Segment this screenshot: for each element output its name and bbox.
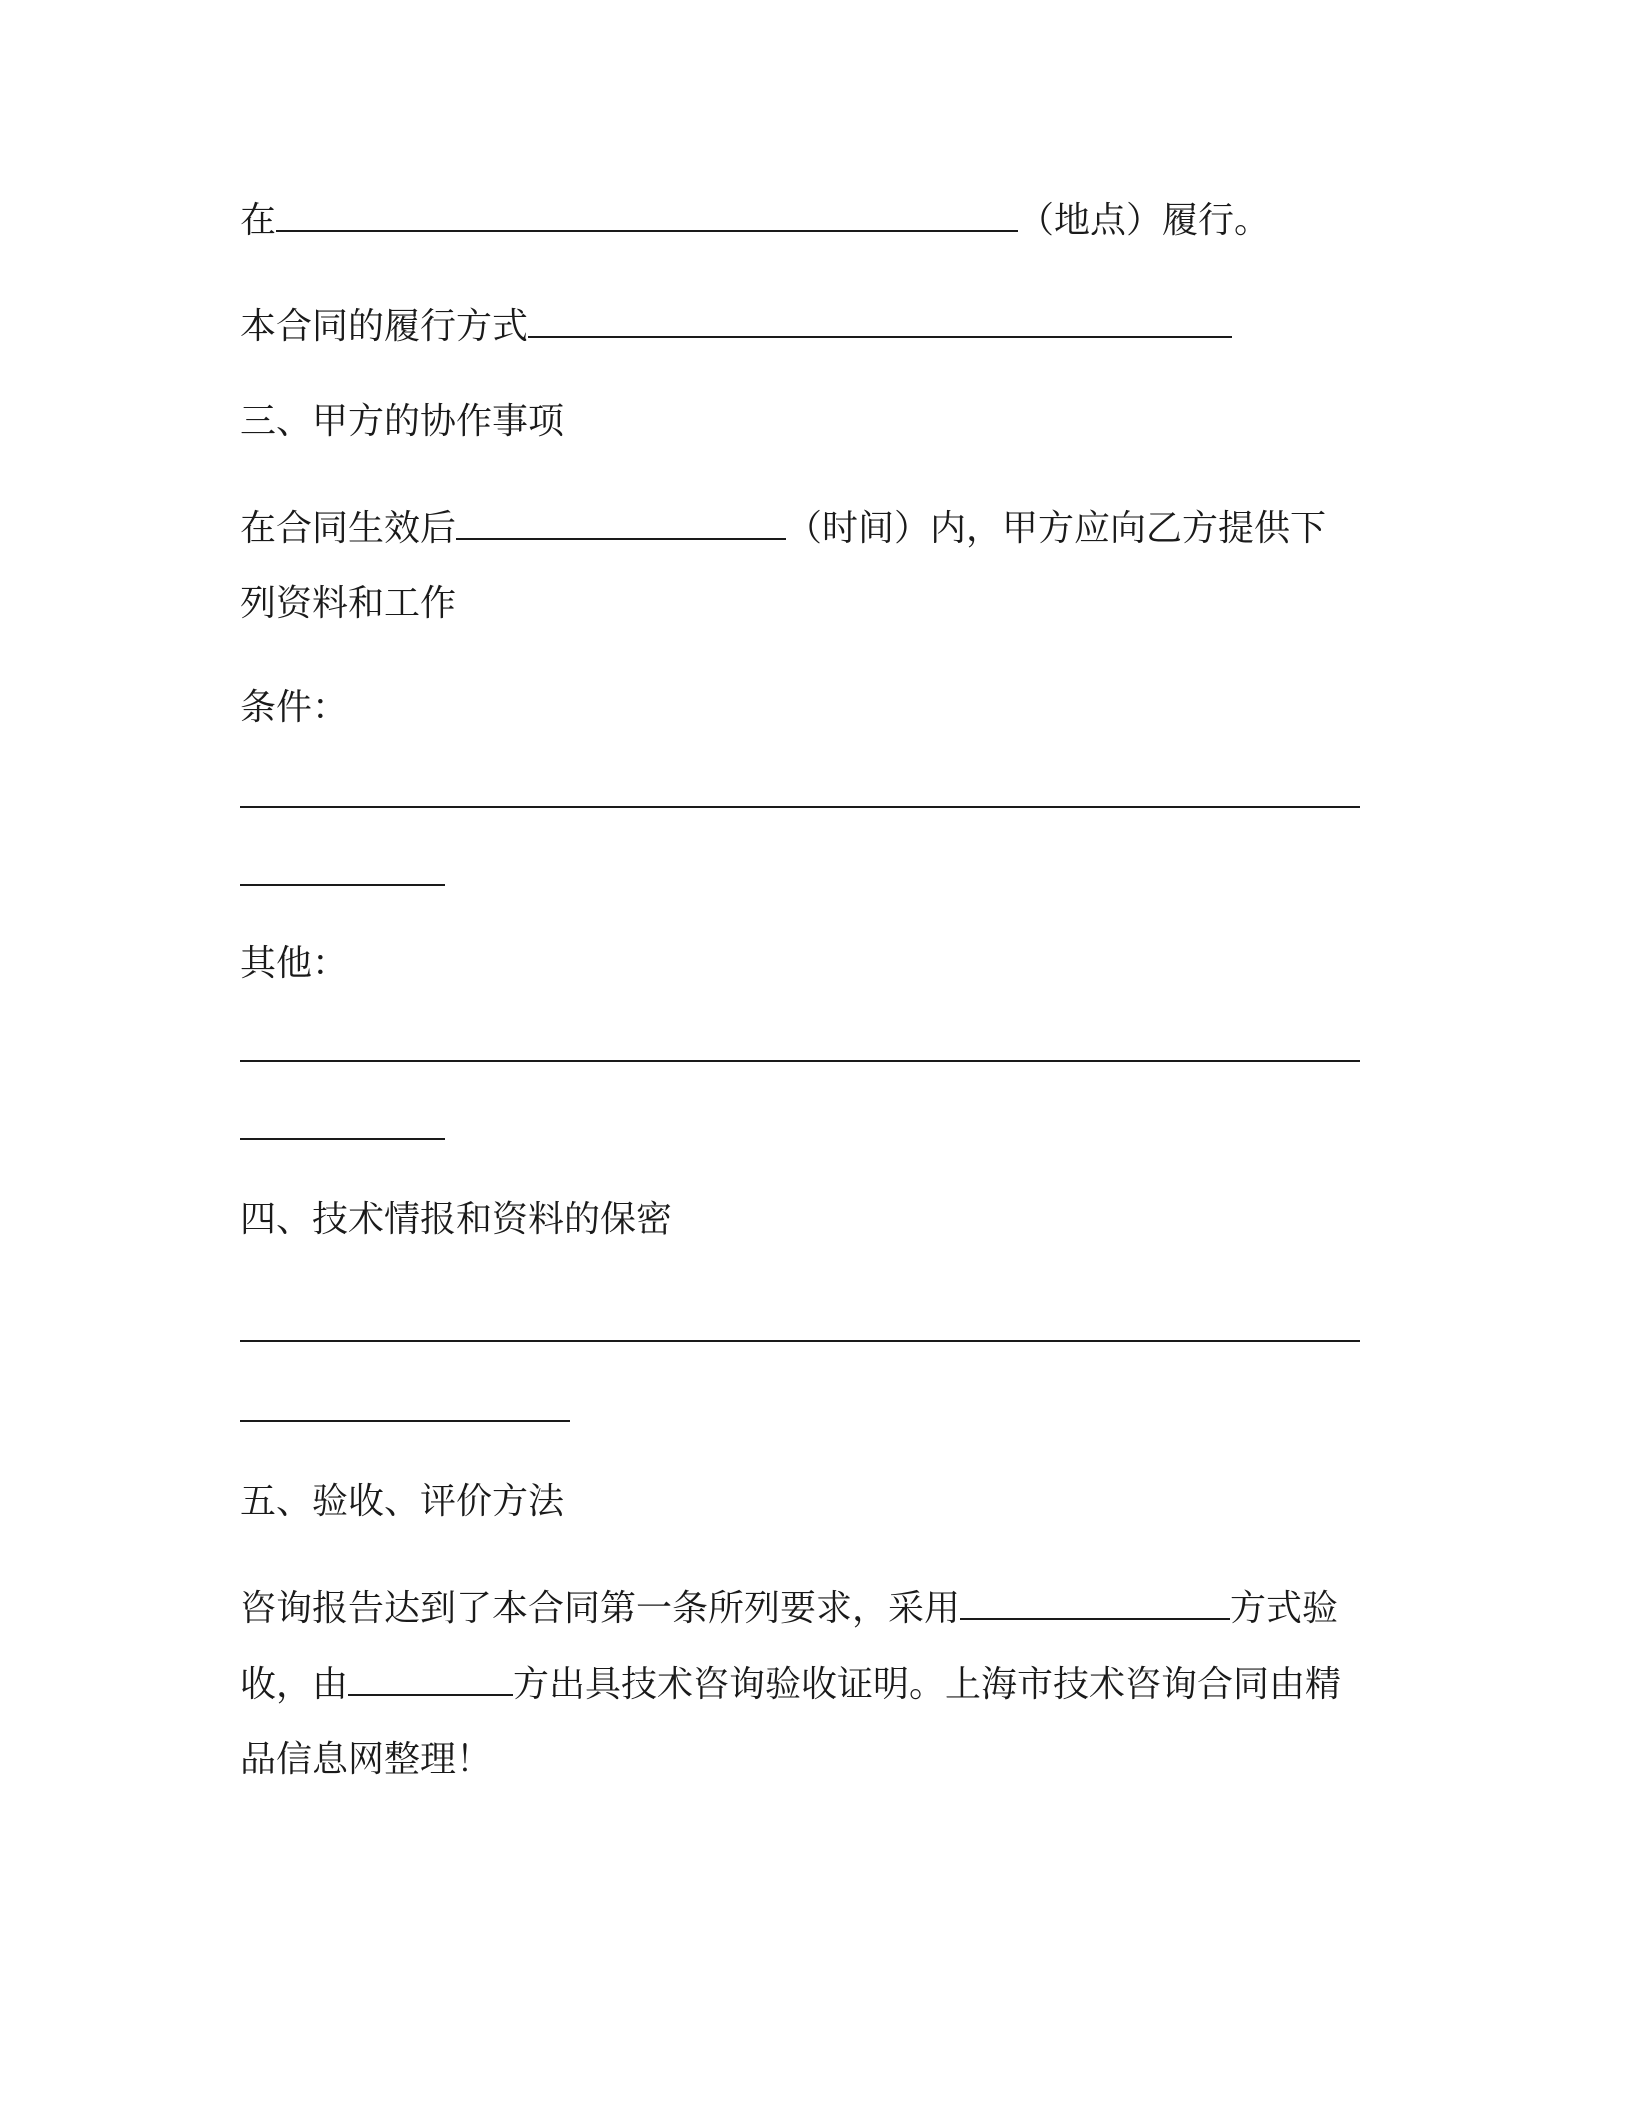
section-heading-5 bbox=[240, 1478, 564, 1526]
cooperation-time-line bbox=[240, 504, 1326, 553]
text: 收，由 bbox=[240, 1664, 349, 1705]
conditions-blank-2[interactable] bbox=[240, 884, 445, 886]
other-blank-1[interactable] bbox=[240, 1060, 1360, 1062]
text: 品信息网整理！ bbox=[240, 1739, 493, 1780]
acceptance-line bbox=[240, 1584, 1338, 1633]
text: 条件： bbox=[240, 687, 349, 728]
location-blank[interactable] bbox=[276, 196, 1018, 232]
method-blank[interactable] bbox=[528, 302, 1232, 338]
text: 在 bbox=[240, 200, 277, 241]
text: 方式验 bbox=[1230, 1588, 1339, 1629]
confidentiality-blank-2[interactable] bbox=[240, 1420, 570, 1422]
text: 在合同生效后 bbox=[240, 508, 457, 549]
heading-text: 五、验收、评价方法 bbox=[240, 1481, 565, 1522]
confidentiality-blank-1[interactable] bbox=[240, 1340, 1360, 1342]
text: 方出具技术咨询验收证明。上海市技术咨询合同由精 bbox=[513, 1664, 1342, 1705]
section-heading-4 bbox=[240, 1196, 672, 1244]
text: 列资料和工作 bbox=[240, 583, 457, 624]
text: （地点）履行。 bbox=[1018, 200, 1271, 241]
section-heading-3 bbox=[240, 398, 564, 446]
conditions-blank-1[interactable] bbox=[240, 806, 1360, 808]
performance-location-line bbox=[240, 196, 1270, 245]
acceptance-line-2 bbox=[240, 1660, 1341, 1709]
heading-text: 四、技术情报和资料的保密 bbox=[240, 1199, 673, 1240]
paragraph-text bbox=[240, 1736, 492, 1784]
time-blank[interactable] bbox=[456, 504, 786, 540]
paragraph-text bbox=[240, 580, 456, 628]
conditions-label bbox=[240, 684, 348, 732]
text: 咨询报告达到了本合同第一条所列要求，采用 bbox=[240, 1588, 961, 1629]
other-label bbox=[240, 940, 348, 988]
text: （时间）内，甲方应向乙方提供下 bbox=[786, 508, 1327, 549]
text: 本合同的履行方式 bbox=[240, 306, 529, 347]
acceptance-method-blank[interactable] bbox=[960, 1584, 1230, 1620]
heading-text: 三、甲方的协作事项 bbox=[240, 401, 565, 442]
issuing-party-blank[interactable] bbox=[348, 1660, 513, 1696]
text: 其他： bbox=[240, 943, 349, 984]
other-blank-2[interactable] bbox=[240, 1138, 445, 1140]
performance-method-line bbox=[240, 302, 1232, 351]
